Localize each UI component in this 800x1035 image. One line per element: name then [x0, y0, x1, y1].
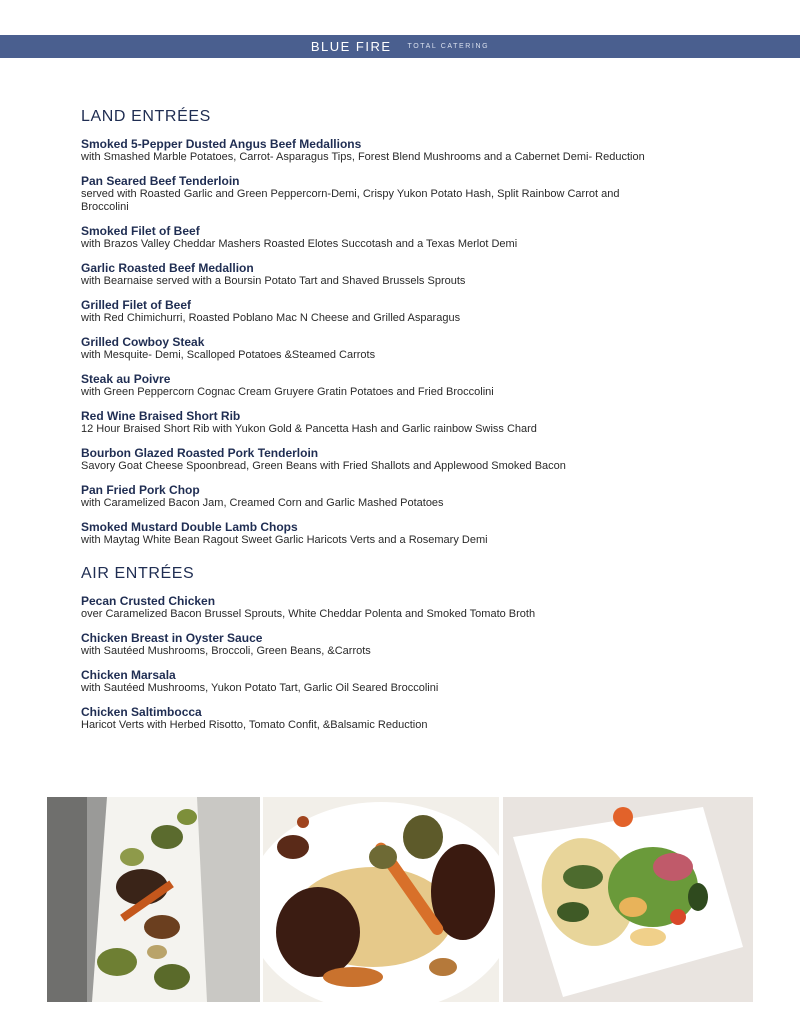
- dish-description: 12 Hour Braised Short Rib with Yukon Gold & Pancetta Hash and Garlic rainbow Swiss Chard: [81, 423, 537, 435]
- dish-description: with Maytag White Bean Ragout Sweet Garlic Haricots Verts and a Rosemary Demi: [81, 534, 488, 546]
- air-dish: [81, 669, 741, 695]
- dish-name: Bourbon Glazed Roasted Pork Tenderloin: [81, 446, 319, 460]
- land-dish: [81, 138, 741, 164]
- dish-name: Garlic Roasted Beef Medallion: [81, 261, 254, 275]
- dish-name: Pan Fried Pork Chop: [81, 483, 200, 497]
- dish-name: Red Wine Braised Short Rib: [81, 409, 241, 423]
- dish-description: over Caramelized Bacon Brussel Sprouts, White Cheddar Polenta and Smoked Tomato Broth: [81, 608, 536, 620]
- dish-name: Smoked 5-Pepper Dusted Angus Beef Medallions: [81, 137, 362, 151]
- dish-description: served with Roasted Garlic and Green Peppercorn-Demi, Crispy Yukon Potato Hash, Split Rainbow Carrot and Broccolini: [81, 188, 620, 213]
- air-dish: [81, 706, 741, 732]
- dish-name: Chicken Breast in Oyster Sauce: [81, 631, 263, 645]
- beef-with-brussels-sprouts-photo: [47, 797, 260, 1002]
- dish-description: with Bearnaise served with a Boursin Potato Tart and Shaved Brussels Sprouts: [81, 275, 466, 287]
- header-bar: [0, 35, 800, 58]
- brand-name: BLUE FIRE: [310, 39, 392, 54]
- land-dish: [81, 336, 741, 362]
- dish-description: Haricot Verts with Herbed Risotto, Tomato Confit, &Balsamic Reduction: [81, 719, 428, 731]
- menu: [81, 108, 741, 743]
- chicken-with-salad-photo: [503, 797, 753, 1002]
- land-dish: [81, 521, 741, 547]
- land-dish: [81, 225, 741, 251]
- brand-tagline: TOTAL CATERING: [407, 43, 490, 50]
- dish-description: with Red Chimichurri, Roasted Poblano Mac N Cheese and Grilled Asparagus: [81, 312, 461, 324]
- land-dish: [81, 299, 741, 325]
- dish-description: with Sautéed Mushrooms, Yukon Potato Tart, Garlic Oil Seared Broccolini: [81, 682, 439, 694]
- air-section-title: AIR ENTRÉES: [81, 565, 195, 582]
- dish-description: with Sautéed Mushrooms, Broccoli, Green Beans, &Carrots: [81, 645, 371, 657]
- land-section-title: LAND ENTRÉES: [81, 108, 211, 125]
- dish-name: Smoked Mustard Double Lamb Chops: [81, 520, 298, 534]
- dish-name: Pan Seared Beef Tenderloin: [81, 174, 240, 188]
- dish-name: Pecan Crusted Chicken: [81, 594, 216, 608]
- dish-description: with Brazos Valley Cheddar Mashers Roasted Elotes Succotash and a Texas Merlot Demi: [81, 238, 518, 250]
- dish-name: Grilled Cowboy Steak: [81, 335, 205, 349]
- land-dish: [81, 484, 741, 510]
- dish-description: with Green Peppercorn Cognac Cream Gruyere Gratin Potatoes and Fried Broccolini: [81, 386, 494, 398]
- land-dish: [81, 410, 741, 436]
- dish-name: Steak au Poivre: [81, 372, 171, 386]
- land-dish: [81, 447, 741, 473]
- land-dish: [81, 262, 741, 288]
- air-dish: [81, 595, 741, 621]
- dish-description: with Mesquite- Demi, Scalloped Potatoes &Steamed Carrots: [81, 349, 376, 361]
- dish-description: Savory Goat Cheese Spoonbread, Green Beans with Fried Shallots and Applewood Smoked Bacon: [81, 460, 566, 472]
- dish-name: Chicken Marsala: [81, 668, 176, 682]
- land-dish: [81, 175, 741, 214]
- dish-name: Chicken Saltimbocca: [81, 705, 202, 719]
- dish-name: Grilled Filet of Beef: [81, 298, 192, 312]
- food-photo-strip: [47, 797, 753, 1002]
- dish-description: with Smashed Marble Potatoes, Carrot- Asparagus Tips, Forest Blend Mushrooms and a Cabernet Demi- Reduction: [81, 151, 645, 163]
- land-dish: [81, 373, 741, 399]
- braised-short-rib-with-carrots-photo: [263, 797, 499, 1002]
- dish-description: with Caramelized Bacon Jam, Creamed Corn and Garlic Mashed Potatoes: [81, 497, 444, 509]
- dish-name: Smoked Filet of Beef: [81, 224, 200, 238]
- air-dish: [81, 632, 741, 658]
